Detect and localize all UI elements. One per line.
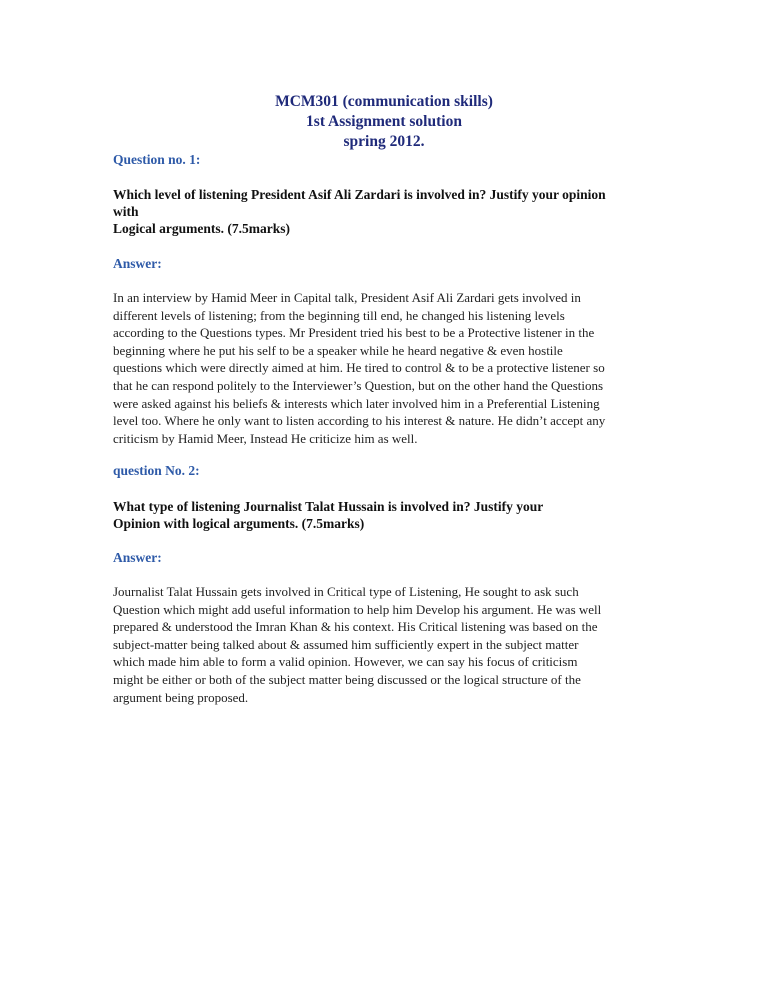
answer-2-line: subject-matter being talked about & assumed him sufficiently expert in the subject matter [113,636,579,652]
answer-1-line: that he can respond politely to the Interviewer’s Question, but on the other hand the Questions [113,377,604,393]
question-1-text [113,186,673,237]
title-line-assignment: 1st Assignment solution [306,113,462,130]
answer-2-line: might be either or both of the subject matter being discussed or the logical structure of the [113,671,581,687]
answer-2-line: Journalist Talat Hussain gets involved in Critical type of Listening, He sought to ask such [113,584,579,599]
answer-1-label: Answer: [113,256,162,271]
answer-2-line: argument being proposed. [113,689,249,705]
answer-1-line: were asked against his beliefs & interests which later involved him in a Preferential Listening [113,395,600,411]
question-2-label: question No. 2: [113,463,200,478]
answer-1-line: beginning where he put his self to be a speaker while he heard negative & even hostile [113,342,563,358]
answer-1-line: different levels of listening; from the beginning till end, he changed his listening levels [113,307,565,323]
answer-1-line: criticism by Hamid Meer, Instead He criticize him as well. [113,430,418,446]
question-1-line: Logical arguments. (7.5marks) [113,221,290,236]
question-2-text [113,498,673,532]
answer-1-line: according to the Questions types. Mr President tried his best to be a Protective listener in the [113,325,595,341]
title-line-term: spring 2012. [343,133,425,150]
answer-1-line: level too. Where he only want to listen according to his interest & nature. He didn’t accept any [113,413,606,429]
answer-2-line: which made him able to form a valid opinion. However, we can say his focus of criticism [113,654,578,670]
answer-2-line: prepared & understood the Imran Khan & his context. His Critical listening was based on the [113,619,598,635]
answer-1-paragraph [113,289,683,447]
question-2-line: Opinion with logical arguments. (7.5marks) [113,516,365,531]
question-1-line: Which level of listening President Asif Ali Zardari is involved in? Justify your opinion [113,187,606,202]
answer-1-line: questions which were directly aimed at him. He tired to control & to be a protective listener so [113,360,605,376]
title-line-course: MCM301 (communication skills) [275,93,493,110]
question-2-line: What type of listening Journalist Talat Hussain is involved in? Justify your [113,499,544,514]
question-1-line: with [113,204,139,219]
answer-2-paragraph [113,583,683,706]
answer-1-line: In an interview by Hamid Meer in Capital talk, President Asif Ali Zardari gets involved in [113,290,581,305]
document-title [0,92,768,152]
answer-2-line: Question which might add useful information to help him Develop his argument. He was well [113,601,602,617]
question-1-label: Question no. 1: [113,152,201,167]
answer-2-label: Answer: [113,550,162,565]
